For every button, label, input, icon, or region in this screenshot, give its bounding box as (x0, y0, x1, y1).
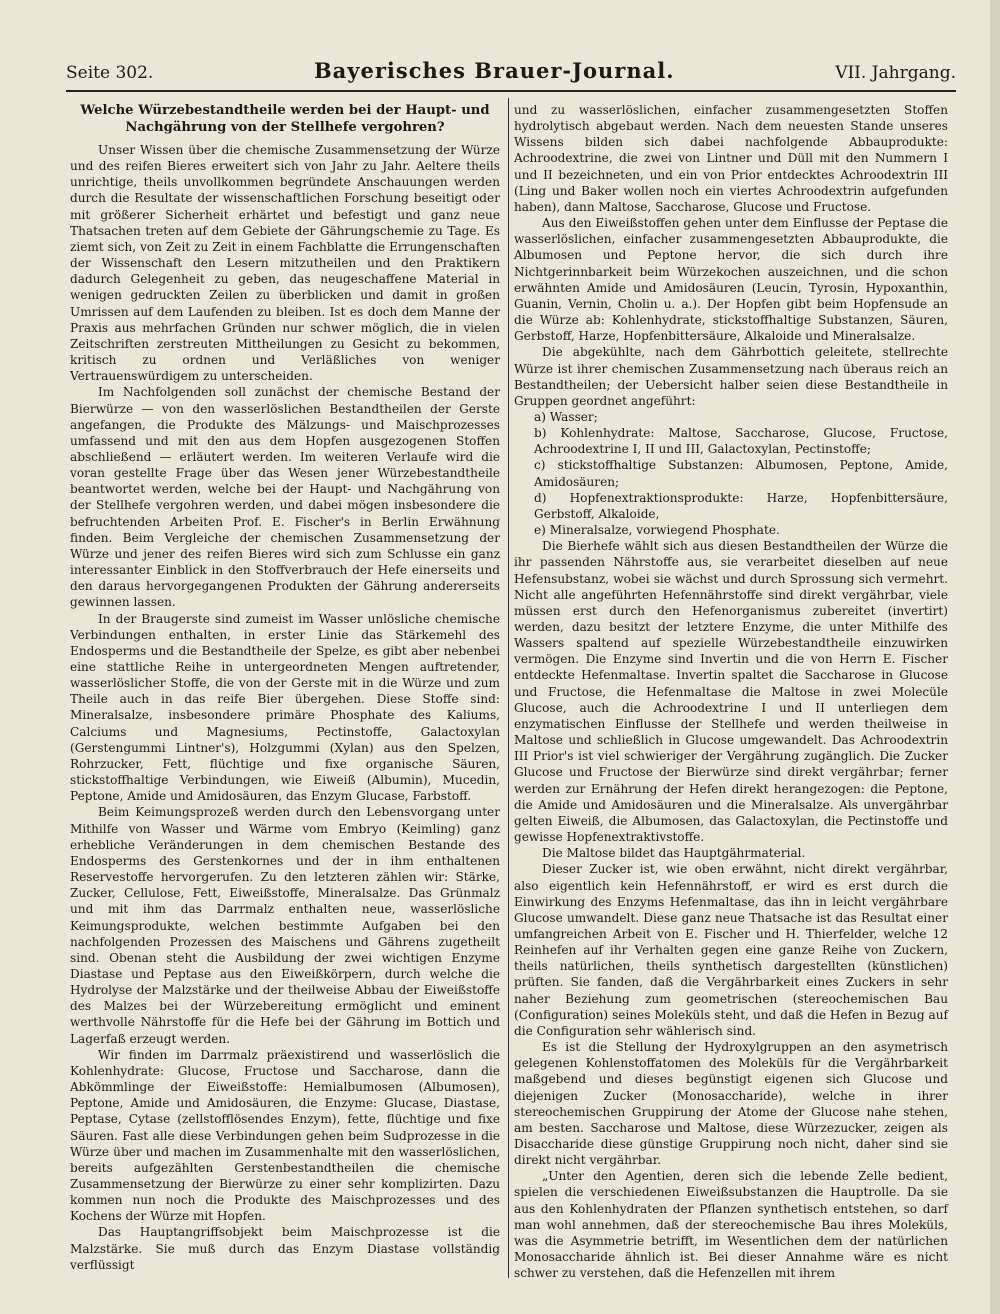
list-item: a) Wasser; (534, 409, 598, 424)
volume-label: VII. Jahrgang. (835, 63, 956, 83)
page-header (66, 58, 956, 88)
page-edge (990, 0, 1000, 1314)
list-item: d) Hopfenextraktionsprodukte: Harze, Hopfenbittersäure, Gerbstoff, Alkaloide, (534, 490, 948, 521)
paragraph: Das Hauptangriffsobjekt beim Maischprozesse ist die Malzstärke. Sie muß durch das Enzym Diastase vollständig verflüssigt (70, 1225, 500, 1272)
list-item: b) Kohlenhydrate: Maltose, Saccharose, Glucose, Fructose, Achroodextrine I, II und III, Galactoxylan, Pectinstoffe; (534, 426, 948, 457)
list-item: c) stickstoffhaltige Substanzen: Albumosen, Peptone, Amide, Amidosäuren; (534, 458, 948, 489)
column-divider (508, 98, 509, 1278)
paragraph: In der Braugerste sind zumeist im Wasser unlösliche chemische Verbindungen enthalten, in erster Linie das Stärkemehl des Endosperms und die Bestandtheile der Spelze, es gibt aber nebenbei eine stattliche Reihe in untergeordneten Mengen auftretender, wasserlöslicher Stoffe, die von der Gerste mit in die Würze und zum Theile auch in das reife Bier übergehen. Diese Stoffe sind: Mineralsalze, insbesondere primäre Phosphate des Kaliums, Calciums und Magnesiums, Pectinstoffe, Galactoxylan (Gerstengummi Lintner's), Holzgummi (Xylan) aus den Spelzen, Rohrzucker, Fett, flüchtige und fixe organische Säuren, stickstoffhaltige Verbindungen, wie Eiweiß (Albumin), Mucedin, Peptone, Amide und Amidosäuren, das Enzym Glucase, Farbstoff. (70, 611, 500, 804)
paragraph: Es ist die Stellung der Hydroxylgruppen an den asymetrisch gelegenen Kohlenstoffatomen des Moleküls für die Vergährbarkeit maßgebend und dieses begünstigt eigenen sich Glucose und diejenigen Zucker (Monosaccharide), welche in ihrer stereochemischen Gruppirung der Atome der Glucose nahe stehen, am besten. Saccharose und Maltose, diese Würzezucker, zeigen als Disaccharide diese günstige Gruppirung noch nicht, daher sind sie direkt nicht vergährbar. (514, 1040, 948, 1168)
right-column (514, 102, 948, 1281)
paragraph: Die Maltose bildet das Hauptgährmaterial. (542, 846, 806, 861)
page-number: Seite 302. (66, 63, 154, 83)
paragraph: „Unter den Agentien, deren sich die lebende Zelle bedient, spielen die verschiedenen Eiweißsubstanzen die Hauptrolle. Da sie aus den Kohlenhydraten der Pflanzen synthetisch entstehen, so darf man wohl annehmen, daß der stereochemische Bau ihres Moleküls, was die Asymmetrie betrifft, im Wesentlichen dem der natürlichen Monosaccharide ähnlich ist. Bei dieser Annahme wäre es nicht schwer zu verstehen, daß die Hefenzellen mit ihrem (514, 1169, 948, 1281)
paragraph: Beim Keimungsprozeß werden durch den Lebensvorgang unter Mithilfe von Wasser und Wärme vom Embryo (Keimling) ganz erhebliche Veränderungen in dem chemischen Bestande des Endosperms des Gerstenkornes und der in ihm enthaltenen Reservestoffe hervorgerufen. Zu den letzteren zählen wir: Stärke, Zucker, Cellulose, Fett, Eiweißstoffe, Mineralsalze. Das Grünmalz und mit ihm das Darrmalz enthalten neue, wasserlösliche Keimungsprodukte, welchen bestimmte Aufgaben bei den nachfolgenden Prozessen des Maischens und Gährens zugetheilt sind. Obenan steht die Ausbildung der zwei wichtigen Enzyme Diastase und Peptase aus den Eiweißkörpern, durch welche die Hydrolyse der Malzstärke und der theilweise Abbau der Eiweißstoffe des Malzes bei der Würzebereitung ermöglicht und eminent werthvolle Nährstoffe für die Hefe bei der Gährung im Bottich und Lagerfaß erzeugt werden. (70, 805, 500, 1046)
paragraph: Wir finden im Darrmalz präexistirend und wasserlöslich die Kohlenhydrate: Glucose, Fructose und Saccharose, dann die Abkömmlinge der Eiweißstoffe: Hemialbumosen (Albumosen), Peptone, Amide und Amidosäuren, die Enzyme: Glucase, Diastase, Peptase, Cytase (zellstofflösendes Enzym), fette, flüchtige und fixe Säuren. Fast alle diese Verbindungen gehen beim Sudprozesse in die Würze über und machen im Zusammenhalte mit den wasserlöslichen, bereits aufgezählten Gerstenbestandtheilen die chemische Zusammensetzung der Bierwürze zu einer sehr komplizirten. Dazu kommen nun noch die Produkte des Maischprozesses und des Kochens der Würze mit Hopfen. (70, 1047, 500, 1224)
journal-title: Bayerisches Brauer-Journal. (313, 58, 675, 83)
paragraph: Dieser Zucker ist, wie oben erwähnt, nicht direkt vergährbar, also eigentlich kein Hefennährstoff, er wird es erst durch die Einwirkung des Enzyms Hefenmaltase, das ihn in leicht vergährbare Glucose umwandelt. Diese ganz neue Thatsache ist das Resultat einer umfangreichen Arbeit von E. Fischer und H. Thierfelder, welche 12 Reinhefen auf ihr Verhalten gegen eine ganze Reihe von Zuckern, theils natürlichen, theils synthetisch dargestellten (künstlichen) prüften. Sie fanden, daß die Vergährbarkeit eines Zuckers in sehr naher Beziehung zum geometrischen (stereochemischen Bau (Configuration) seines Moleküls steht, und daß die Hefen in Bezug auf die Configuration sehr wählerisch sind. (514, 862, 948, 1038)
left-column (70, 102, 500, 1273)
article-title: Welche Würzebestandtheile werden bei der Haupt- und Nachgährung von der Stellhefe vergohren? (80, 103, 490, 135)
paragraph: Unser Wissen über die chemische Zusammensetzung der Würze und des reifen Bieres erweitert sich von Jahr zu Jahr. Aeltere theils unrichtige, theils unvollkommen begründete Anschauungen werden durch die Resultate der wissenschaftlichen Forschung beseitigt oder mit größerer Sicherheit erhärtet und befestigt und ganz neue Thatsachen treten auf dem Gebiete der Gährungschemie zu Tage. Es ziemt sich, von Zeit zu Zeit in einem Fachblatte die Errungenschaften der Wissenschaft den Lesern mitzutheilen und den Praktikern dadurch Gelegenheit zu geben, das neugeschaffene Material in wenigen gedruckten Zeilen zu überblicken und damit in großen Umrissen auf dem Laufenden zu bleiben. Ist es doch dem Manne der Praxis aus mehrfachen Gründen nur schwer möglich, die in vielen Zeitschriften zerstreuten Mittheilungen zu Gesicht zu bekommen, kritisch zu ordnen und Verläßliches von weniger Vertrauenswürdigem zu unterscheiden. (70, 143, 500, 384)
paragraph: Die abgekühlte, nach dem Gährbottich geleitete, stellrechte Würze ist ihrer chemischen Zusammensetzung nach überaus reich an Bestandtheilen; der Uebersicht halber seien diese Bestandtheile in Gruppen geordnet angeführt: (514, 345, 948, 408)
header-rule (66, 90, 956, 92)
paragraph: und zu wasserlöslichen, einfacher zusammengesetzten Stoffen hydrolytisch abgebaut werden. Nach dem neuesten Stande unseres Wissens bilden sich dabei nachfolgende Abbauprodukte: Achroodextrine, die zwei von Lintner und Düll mit den Nummern I und II bezeichneten, und ein von Prior entdecktes Achroodextrin III (Ling und Baker wollen noch ein viertes Achroodextrin aufgefunden haben), dann Maltose, Saccharose, Glucose und Fructose. (514, 103, 948, 214)
paragraph: Die Bierhefe wählt sich aus diesen Bestandtheilen der Würze die ihr passenden Nährstoffe aus, sie verarbeitet dieselben auf neue Hefensubstanz, wobei sie wächst und durch Sprossung sich vermehrt. Nicht alle angeführten Hefennährstoffe sind direkt vergährbar, viele müssen erst durch den Hefenorganismus zubereitet (invertirt) werden, dazu besitzt der letztere Enzyme, die unter Mithilfe des Wassers spaltend auf spezielle Würzebestandtheile einzuwirken vermögen. Die Enzyme sind Invertin und die von Herrn E. Fischer entdeckte Hefenmaltase. Invertin spaltet die Saccharose in Glucose und Fructose, die Hefenmaltase die Maltose in zwei Molecüle Glucose, auch die Achroodextrine I und II unterliegen dem enzymatischen Einflusse der Stellhefe und werden theilweise in Maltose und schließlich in Glucose umgewandelt. Das Achroodextrin III Prior's ist viel schwieriger der Vergährung zugänglich. Die Zucker Glucose und Fructose der Bierwürze sind direkt vergährbar; ferner werden zur Ernährung der Hefen direkt herangezogen: die Peptone, die Amide und Amidosäuren und die Mineralsalze. Als unvergährbar gelten Eiweiß, die Albumosen, das Galactoxylan, die Pectinstoffe und gewisse Hopfenextraktivstoffe. (514, 539, 948, 845)
list-item: e) Mineralsalze, vorwiegend Phosphate. (534, 523, 780, 538)
paragraph: Im Nachfolgenden soll zunächst der chemische Bestand der Bierwürze — von den wasserlöslichen Bestandtheilen der Gerste angefangen, die Produkte des Mälzungs- und Maischprozesses umfassend und mit den aus dem Hopfen ausgezogenen Stoffen abschließend — erläutert werden. Im weiteren Verlaufe wird die voran gestellte Frage über das Wesen jener Würzebestandtheile beantwortet werden, welche bei der Haupt- und Nachgährung von der Stellhefe vergohren werden, und dabei mögen insbesondere die befruchtenden Arbeiten Prof. E. Fischer's in Berlin Erwähnung finden. Beim Vergleiche der chemischen Zusammensetzung der Würze und jener des reifen Bieres wird sich zum Schlusse ein ganz interessanter Einblick in den Stoffverbrauch der Hefe einerseits und den daraus hervorgegangenen Produkten der Gährung andererseits gewinnen lassen. (70, 385, 500, 610)
paragraph: Aus den Eiweißstoffen gehen unter dem Einflusse der Peptase die wasserlöslichen, einfacher zusammengesetzten Abbauprodukte, die Albumosen und Peptone hervor, die sich durch ihre Nichtgerinnbarkeit beim Würzekochen auszeichnen, und die schon erwähnten Amide und Amidosäuren (Leucin, Tyrosin, Hypoxanthin, Guanin, Vernin, Cholin u. a.). Der Hopfen gibt beim Hopfensude an die Würze ab: Kohlenhydrate, stickstoffhaltige Substanzen, Säuren, Gerbstoff, Harze, Hopfenbittersäure, Alkaloide und Mineralsalze. (514, 216, 948, 344)
component-groups-list (514, 409, 948, 538)
